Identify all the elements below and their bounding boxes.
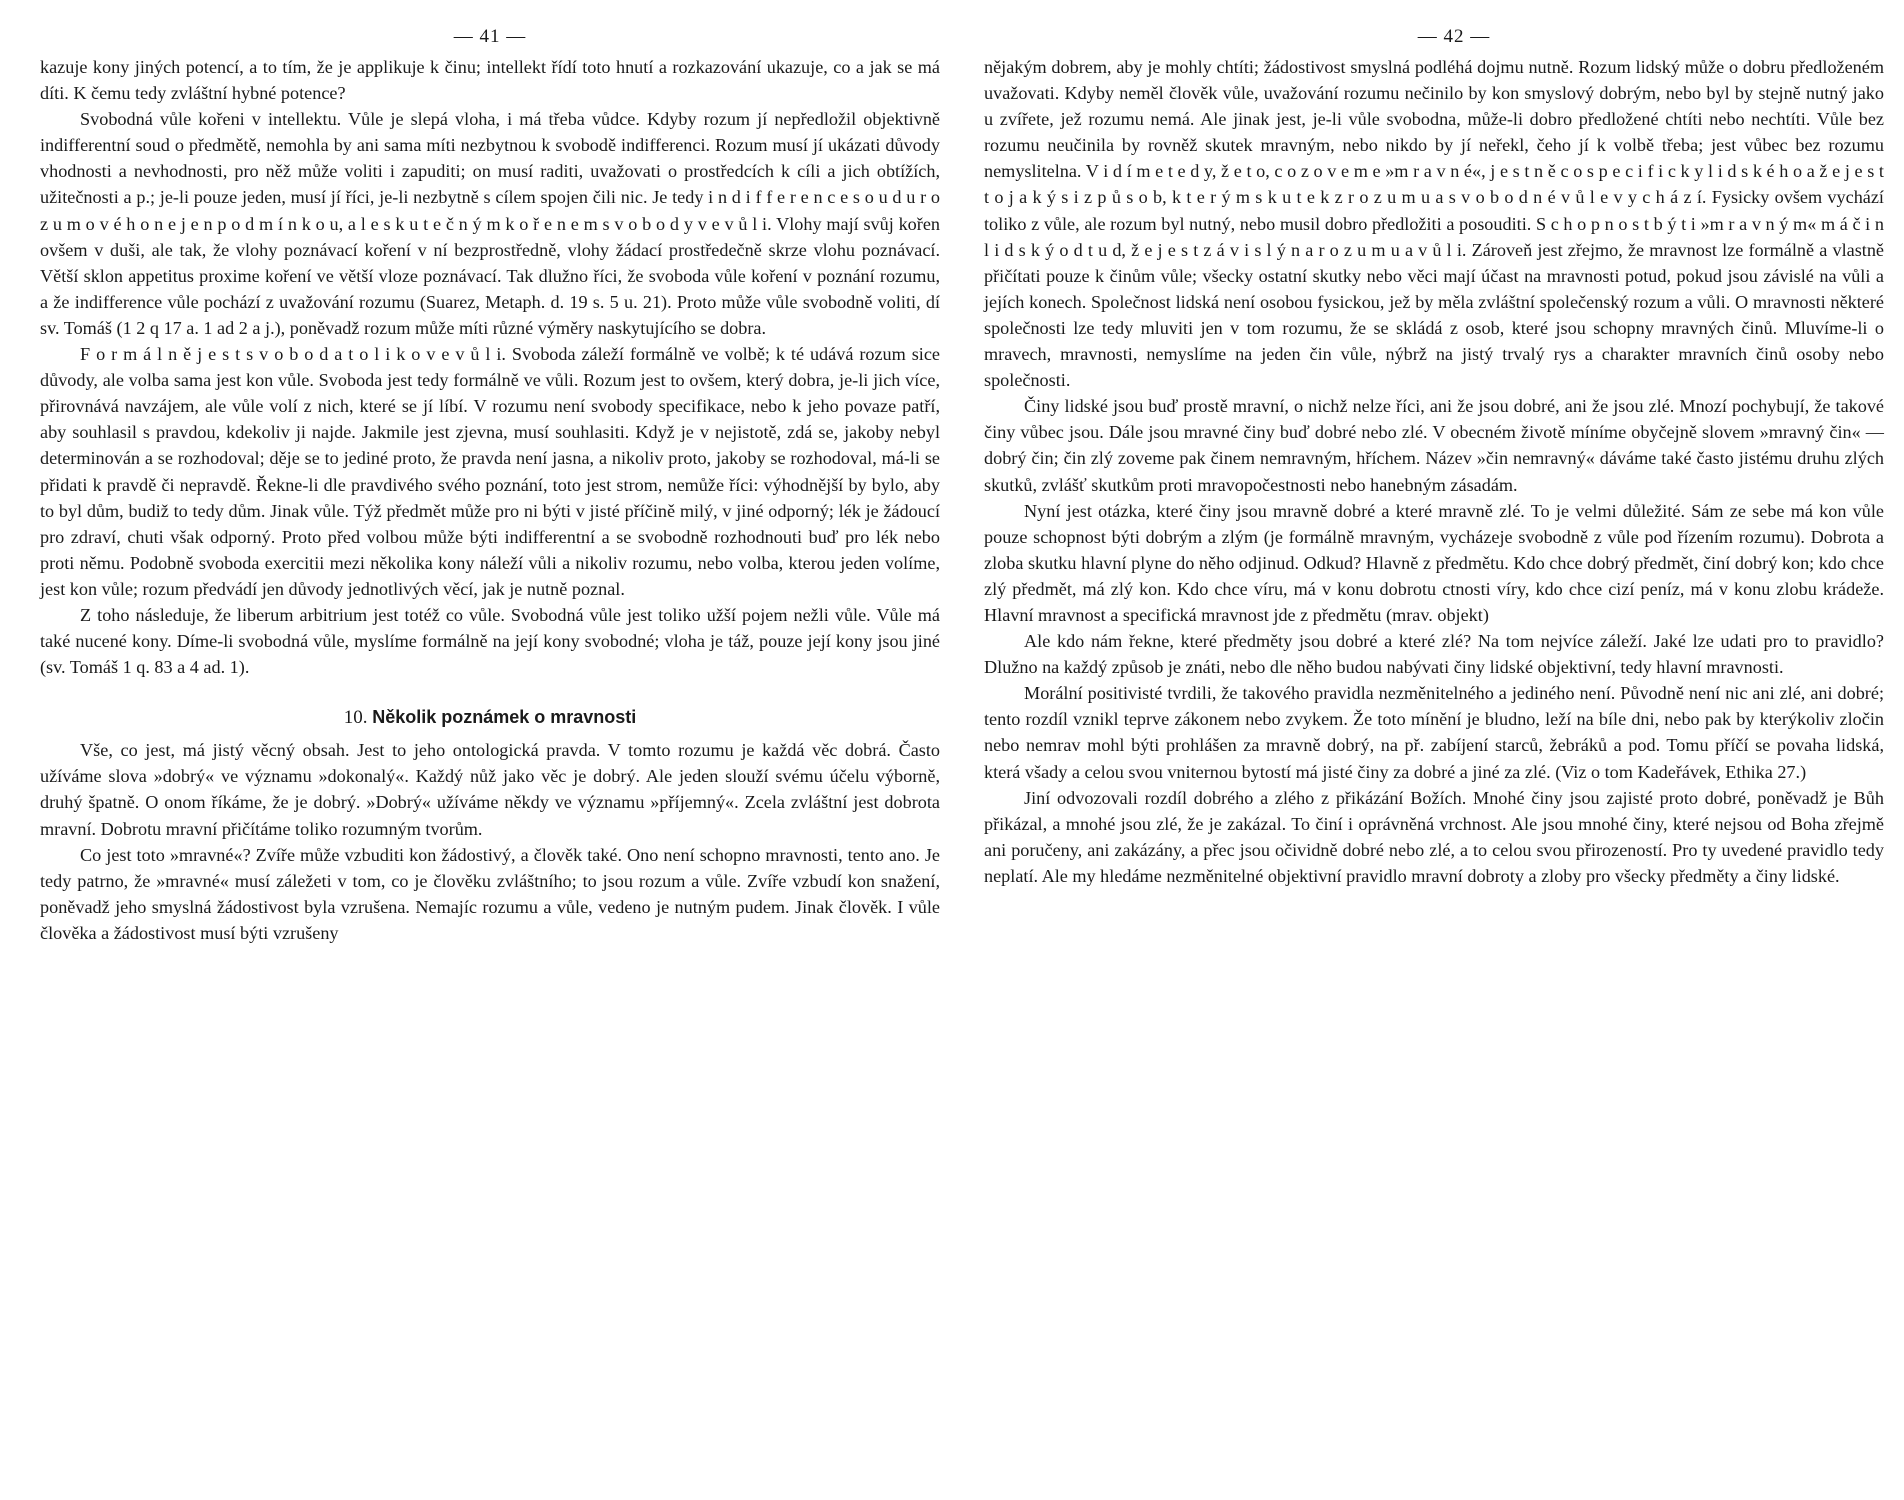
paragraph: F o r m á l n ě j e s t s v o b o d a t o l i k o v e v ů l i. Svoboda záleží formálně ve volbě; k té udává rozum sice důvody, ale volba sama jest kon vůle. Svoboda jest tedy formálně ve vůli. Rozum jest to ovšem, který dobra, je-li jich více, přirovnává navzájem, ale vůle volí z nich, které se jí líbí. V rozumu není svobody specifikace, nebo k jeho povaze patří, aby souhlasil s pravdou, kdekoliv ji najde. Jakmile jest zjevna, musí souhlasiti. Když je v nejistotě, zdá se, jakoby nebyl determinován a se rozhodoval; děje se to jediné proto, že pravda není jasna, a nikoliv proto, jakoby se rozhodoval, má-li se přidati k pravdě či nepravdě. Řekne-li dle pravdivého svého poznání, toto jest strom, nemůže říci: výhodnější by bylo, aby to byl dům, budiž to tedy dům. Jinak vůle. Týž předmět může pro ni býti v jisté příčině milý, v jiné odporný; lék je žádoucí pro zdraví, chuti však odporný. Proto před volbou může býti indifferentní a se svobodně rozhodnouti buď pro lék nebo proti němu. Podobně svoboda exercitii mezi několika kony náleží vůli a nikoliv rozumu, nebo volba, kterou jeden volíme, jest kon vůle; rozum předvádí jen důvody jednotlivých věcí, jak je nutně poznal. [40,344,940,599]
page-number: — 41 — [453,26,527,47]
page-text [984,54,1884,889]
paragraph: Jiní odvozovali rozdíl dobrého a zlého z přikázání Božích. Mnohé činy jsou zajisté proto dobré, poněvadž je Bůh přikázal, a mnohé jsou zlé, že je zakázal. To činí i oprávněná vrchnost. Ale jsou mnohé činy, které nejsou od Boha zřejmě ani poručeny, ani zakázány, a přec jsou očividně dobré nebo zlé, a to celou svou přirozeností. Pro ty uvedené pravidlo tedy neplatí. Ale my hledáme nezměnitelné objektivní pravidlo mravní dobroty a zloby pro všecky předměty a činy lidské. [984,787,1884,886]
paragraph: Činy lidské jsou buď prostě mravní, o nichž nelze říci, ani že jsou dobré, ani že jsou zlé. Mnozí pochybují, že takové činy vůbec jsou. Dále jsou mravné činy buď dobré nebo zlé. V obecném životě míníme obyčejně slovem »mravný čin« — dobrý čin; čin zlý zoveme pak činem nemravným, hříchem. Název »čin nemravný« dáváme také často jistému druhu zlých skutků, zvlášť skutkům proti mravopočestnosti nebo hanebným zásadám. [984,396,1884,495]
paragraph: Co jest toto »mravné«? Zvíře může vzbuditi kon žádostivý, a člověk také. Ono není schopno mravnosti, tento ano. Je tedy patrno, že »mravné« musí záležeti v tom, co je člověku zvláštního; to jsou rozum a vůle. Zvíře vzbudí kon snažení, poněvadž jeho smyslná žádostivost byla vzrušena. Nemajíc rozumu a vůle, vedeno je nutným pudem. Jinak člověk. I vůle člověka a žádostivost musí býti vzrušeny [40,844,940,943]
section-title: Několik poznámek o mravnosti [372,707,637,728]
section-heading [40,704,940,731]
page-text [40,54,940,946]
paragraph: Ale kdo nám řekne, které předměty jsou dobré a které zlé? Na tom nejvíce záleží. Jaké lze udati pro to pravidlo? Dlužno na každý způsob je znáti, nebo dle něho budou nabývati činy lidské objektivní, tedy hlavní mravnosti. [984,631,1884,678]
paragraph: nějakým dobrem, aby je mohly chtíti; žádostivost smyslná podléhá dojmu nutně. Rozum lidský může o dobru předloženém uvažovati. Kdyby neměl člověk vůle, uvažování rozumu nečinilo by kon smyslový dobrým, nebo byl by stejně nutný jako u zvířete, jež rozumu nemá. Ale jinak jest, je-li vůle svobodna, může-li dobro předložené chtíti nebo nechtíti. Vůle bez rozumu neučinila by rovněž skutek mravným, nebo nikdo by jí neřekl, čeho jí k volbě třeba; jest vůbec bez rozumu nemyslitelna. V i d í m e t e d y, ž e t o, c o z o v e m e »m r a v n é«, j e s t n ě c o s p e c i f i c k y l i d s k é h o a ž e j e s t t o j a k ý s i z p ů s o b, k t e r ý m s k u t e k z r o z u m u a s v o b o d n é v ů l e v y c h á z í. Fysicky ovšem vychází toliko z vůle, ale rozum byl nutný, nebo musil dobro předložiti a posouditi. S c h o p n o s t b ý t i »m r a v n ý m« m á č i n l i d s k ý o d t u d, ž e j e s t z á v i s l ý n a r o z u m u a v ů l i. Zároveň jest zřejmo, že mravnost lze formálně a vlastně přičítati pouze k činům vůle; všecky ostatní skutky nebo věci mají účast na mravnosti potud, pokud jsou závislé na vůli a jejích konech. Společnost lidská není osobou fysickou, jež by měla zvláštní společenský rozum a vůli. O mravnosti některé společnosti lze tedy mluviti jen v tom rozumu, že se skládá z osob, které jsou schopny mravných činů. Mluvíme-li o mravech, mravnosti, nemyslíme na jeden čin vůle, nýbrž na jistý trvalý rys a charakter mravních činů osoby nebo společnosti. [984,57,1884,391]
paragraph: Svobodná vůle kořeni v intellektu. Vůle je slepá vloha, i má třeba vůdce. Kdyby rozum jí nepředložil objektivně indifferentní soud o předmětě, nemohla by ani sama míti nezbytnou k svobodě indifferenci. Rozum musí jí ukázati důvody vhodnosti a nevhodnosti, pro něž může voliti i zapuditi; on musí raditi, uvažovati o prostředcích k cíli a jich obtížích, užitečnosti a p.; je-li pouze jeden, musí jí říci, je-li nezbytně s cílem spojen čili nic. Je tedy i n d i f f e r e n c e s o u d u r o z u m o v é h o n e j e n p o d m í n k o u, a l e s k u t e č n ý m k o ř e n e m s v o b o d y v e v ů l i. Vlohy mají svůj kořen ovšem v duši, ale tak, že vlohy poznávací koření v ní bezprostředně, vlohy žádací prostředečně skrze vlohu poznávací. Větší sklon appetitus proxime koření ve větší vloze poznávací. Tak dlužno říci, že svoboda vůle koření v poznání rozumu, a že indifference vůle pochází z uvažování rozumu (Suarez, Metaph. d. 19 s. 5 u. 21). Proto může vůle svobodně voliti, dí sv. Tomáš (1 2 q 17 a. 1 ad 2 a j.), poněvadž rozum může míti různé výměry naskytujícího se dobra. [40,109,940,338]
left-page [40,0,940,1500]
paragraph: Nyní jest otázka, které činy jsou mravně dobré a které mravně zlé. To je velmi důležité. Sám ze sebe má kon vůle pouze schopnost býti dobrým a zlým (je formálně mravným, vycházeje svobodně z vůle pod řízením rozumu). Dobrota a zloba skutku hlavní plyne do něho odjinud. Odkud? Hlavně z předmětu. Kdo chce dobrý předmět, činí dobrý kon; kdo chce zlý předmět, má zlý kon. Kdo chce víru, má v konu dobrotu ctnosti víry, kdo chce cizí peníz, má v konu zlobu krádeže. Hlavní mravnost a specifická mravnost jde z předmětu (mrav. objekt) [984,500,1884,625]
section-number: 10. [343,707,368,729]
paragraph: Vše, co jest, má jistý věcný obsah. Jest to jeho ontologická pravda. V tomto rozumu je každá věc dobrá. Často užíváme slova »dobrý« ve významu »dokonalý«. Každý nůž jako věc je dobrý. Ale jeden slouží svému účelu výborně, druhý špatně. O onom říkáme, že je dobrý. »Dobrý« užíváme někdy ve významu »příjemný«. Zcela zvláštní jest dobrota mravní. Dobrotu mravní přičítáme toliko rozumným tvorům. [40,740,940,839]
page-number: — 42 — [1417,26,1491,47]
right-page [984,0,1884,1500]
paragraph: Morální positivisté tvrdili, že takového pravidla nezměnitelného a jediného není. Původně není nic ani zlé, ani dobré; tento rozdíl vznikl teprve zákonem nebo zvykem. Že toto mínění je bludno, leží na bíle dni, nebo pak by kterýkoliv zločin nebo nemrav mohl býti prohlášen za mravně dobrý, na př. zabíjení starců, žebráků a pod. Tomu příčí se povaha lidská, která všady a celou svou vniternou bytostí má jisté činy za dobré a jiné za zlé. (Viz o tom Kadeřávek, Ethika 27.) [984,683,1884,782]
paragraph: Z toho následuje, že liberum arbitrium jest totéž co vůle. Svobodná vůle jest toliko užší pojem nežli vůle. Vůle má také nucené kony. Díme-li svobodná vůle, myslíme formálně na její kony svobodné; vloha je táž, pouze její kony jsou jiné (sv. Tomáš 1 q. 83 a 4 ad. 1). [40,604,940,678]
paragraph: kazuje kony jiných potencí, a to tím, že je applikuje k činu; intellekt řídí toto hnutí a rozkazování ukazuje, co a jak se má díti. K čemu tedy zvláštní hybné potence? [40,57,940,104]
